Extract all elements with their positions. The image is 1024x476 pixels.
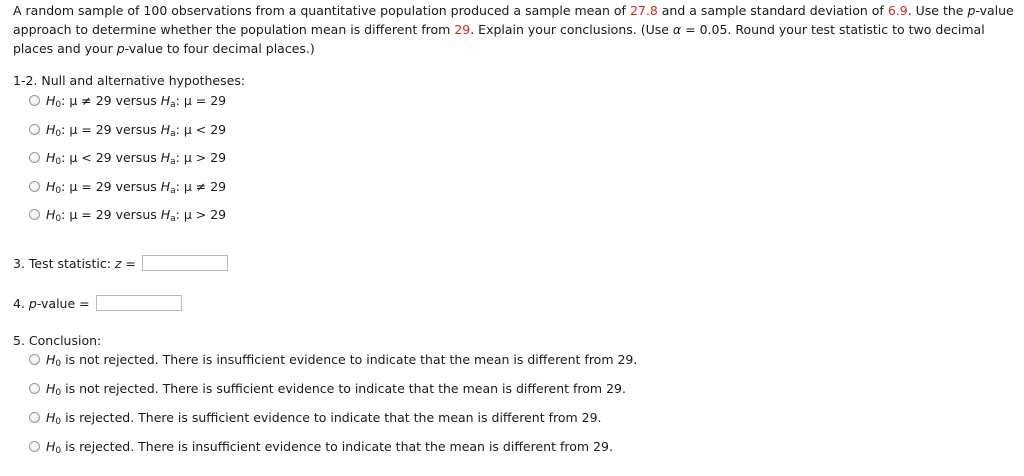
radio-button[interactable] (29, 95, 40, 106)
problem-statement (13, 1, 1018, 58)
radio-button[interactable] (29, 383, 40, 394)
p-variable: p (967, 3, 976, 18)
hypotheses-label: 1-2. Null and alternative hypotheses: (13, 73, 246, 88)
radio-button[interactable] (29, 124, 40, 135)
problem-text: = 0.05. Round your test statistic to two decimal places and your (13, 22, 985, 56)
radio-button[interactable] (29, 412, 40, 423)
test-statistic-label: 3. Test statistic: z = (13, 255, 136, 271)
problem-text: . Use the (907, 3, 968, 18)
conclusion-label: 5. Conclusion: (13, 333, 102, 348)
conclusion-option-3[interactable]: $H_0$ is rejected. There is sufficient evidence to indicate that the mean is different from 29. (29, 408, 602, 426)
alpha-symbol: α (672, 22, 682, 37)
hypothesis-option-2[interactable]: $H_0$: μ = 29 versus $H_a$: μ < 29 (29, 120, 226, 138)
radio-button[interactable] (29, 152, 40, 163)
sample-sd-value: 6.9 (887, 3, 908, 18)
p-value-label: 4. p-value = (13, 295, 90, 311)
problem-text: A random sample of 100 observations from a quantitative population produced a sample mean of (13, 3, 630, 18)
radio-button[interactable] (29, 354, 40, 365)
hypothesis-option-1[interactable]: $H_0$: μ ≠ 29 versus $H_a$: μ = 29 (29, 91, 226, 109)
hypothesized-mean-value: 29 (454, 22, 471, 37)
p-value-input[interactable] (96, 295, 182, 311)
hypothesis-option-5[interactable]: $H_0$: μ = 29 versus $H_a$: μ > 29 (29, 205, 226, 223)
p-value-row (13, 293, 182, 313)
radio-button[interactable] (29, 209, 40, 220)
test-statistic-row (13, 253, 228, 273)
problem-text: -value to four decimal places.) (124, 41, 315, 56)
problem-text: . Explain your conclusions. (Use (470, 22, 673, 37)
sample-mean-value: 27.8 (629, 3, 658, 18)
radio-button[interactable] (29, 181, 40, 192)
radio-button[interactable] (29, 441, 40, 452)
problem-text: and a sample standard deviation of (657, 3, 888, 18)
conclusion-option-2[interactable]: $H_0$ is not rejected. There is sufficient evidence to indicate that the mean is different from 29. (29, 379, 626, 397)
hypothesis-option-3[interactable]: $H_0$: μ < 29 versus $H_a$: μ > 29 (29, 148, 226, 166)
p-variable: p (116, 41, 125, 56)
hypothesis-option-4[interactable]: $H_0$: μ = 29 versus $H_a$: μ ≠ 29 (29, 177, 226, 195)
test-statistic-input[interactable] (142, 255, 228, 271)
conclusion-option-1[interactable]: $H_0$ is not rejected. There is insufficient evidence to indicate that the mean is different from 29. (29, 350, 637, 368)
problem-text: -value approach to determine whether the population mean is different from (13, 3, 1014, 37)
conclusion-option-4[interactable]: $H_0$ is rejected. There is insufficient evidence to indicate that the mean is different from 29. (29, 437, 613, 455)
